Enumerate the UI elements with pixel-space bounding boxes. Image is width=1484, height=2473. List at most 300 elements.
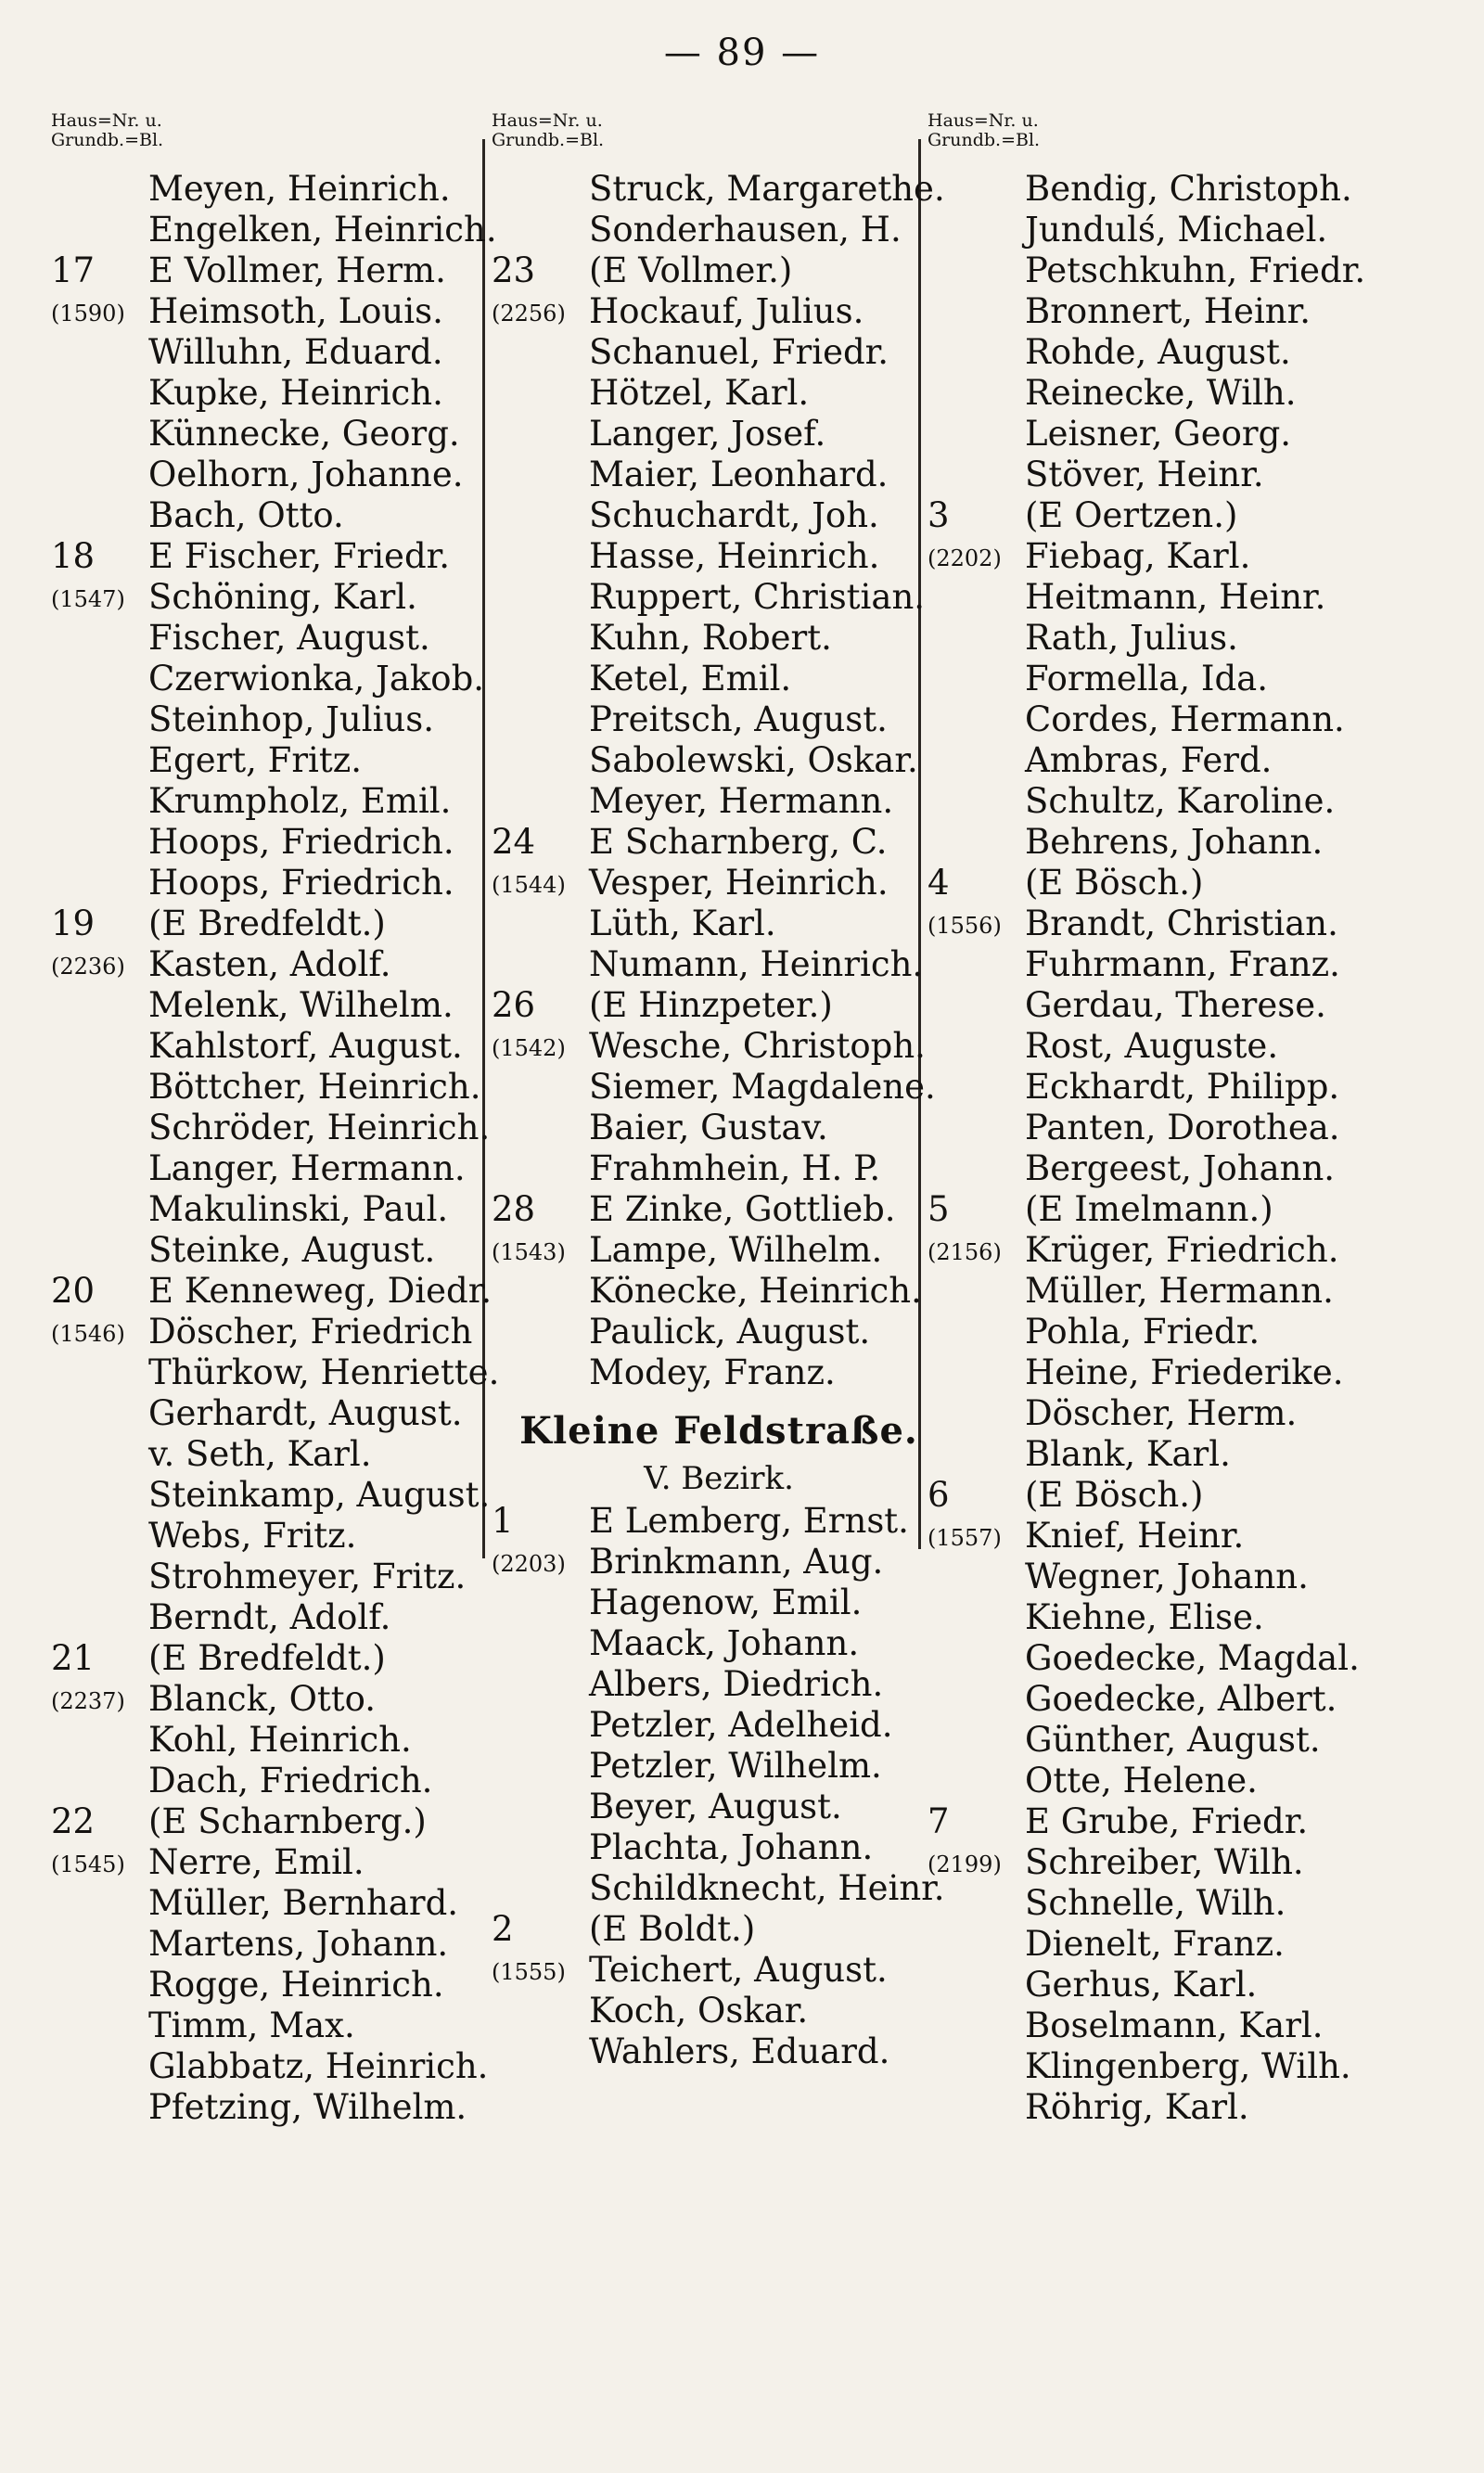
directory-entry <box>928 1312 1447 1352</box>
directory-entry <box>492 618 946 659</box>
directory-entry <box>51 659 533 699</box>
land-register-number: (1544) <box>492 872 566 898</box>
resident-name: Strohmeyer, Fritz. <box>148 1557 467 1596</box>
resident-name: Knief, Heinr. <box>1025 1516 1245 1556</box>
house-number: 6 <box>928 1475 950 1515</box>
directory-entry <box>928 863 1447 903</box>
directory-entry <box>492 1950 946 1991</box>
house-number: 20 <box>51 1271 96 1311</box>
directory-entry <box>928 1475 1447 1516</box>
directory-entry <box>492 1991 946 2031</box>
directory-entry <box>492 291 946 332</box>
resident-name: (E Vollmer.) <box>589 250 793 290</box>
house-number: 28 <box>492 1189 536 1229</box>
resident-name: Lüth, Karl. <box>589 903 776 943</box>
directory-entry <box>928 1679 1447 1720</box>
directory-entry <box>51 577 533 618</box>
resident-name: Hoops, Friedrich. <box>148 863 454 903</box>
entry-list <box>51 169 536 2128</box>
resident-name: Blanck, Otto. <box>148 1679 377 1719</box>
resident-name: Schöning, Karl. <box>148 577 417 617</box>
resident-name: Jundulś, Michael. <box>1025 210 1328 250</box>
resident-name: Paulick, August. <box>589 1312 871 1352</box>
directory-entry <box>928 1924 1447 1965</box>
directory-entry <box>51 1475 533 1516</box>
resident-name: Döscher, Friedrich <box>148 1312 473 1352</box>
directory-entry <box>492 1148 946 1189</box>
directory-entry <box>492 1352 946 1393</box>
directory-entry <box>51 1516 533 1557</box>
resident-name: Leisner, Georg. <box>1025 414 1292 454</box>
land-register-number: (2156) <box>928 1239 1002 1265</box>
directory-entry <box>51 1801 533 1842</box>
resident-name: E Kenneweg, Diedr. <box>148 1271 493 1311</box>
resident-name: Brandt, Christian. <box>1025 903 1338 943</box>
resident-name: Dienelt, Franz. <box>1025 1924 1285 1964</box>
directory-entry <box>51 1842 533 1883</box>
directory-entry <box>51 210 533 250</box>
resident-name: Martens, Johann. <box>148 1924 449 1964</box>
resident-name: Heine, Friederike. <box>1025 1352 1344 1392</box>
resident-name: Hötzel, Karl. <box>589 373 810 413</box>
directory-entry <box>492 1582 946 1623</box>
land-register-number: (1590) <box>51 301 125 327</box>
directory-entry <box>492 169 946 210</box>
directory-entry <box>928 1148 1447 1189</box>
resident-name: Meyen, Heinrich. <box>148 169 451 209</box>
column-header-line: Haus=Nr. u. <box>51 110 162 131</box>
directory-entry <box>928 1393 1447 1434</box>
resident-name: Müller, Hermann. <box>1025 1271 1334 1311</box>
resident-name: E Grube, Friedr. <box>1025 1801 1309 1841</box>
directory-entry <box>51 1965 533 2005</box>
resident-name: Pfetzing, Wilhelm. <box>148 2087 467 2127</box>
directory-entry <box>928 169 1447 210</box>
directory-entry <box>492 250 946 291</box>
directory-entry <box>51 1026 533 1067</box>
resident-name: (E Bösch.) <box>1025 1475 1204 1515</box>
directory-entry <box>492 414 946 455</box>
resident-name: Wahlers, Eduard. <box>589 2031 890 2071</box>
resident-name: Steinhop, Julius. <box>148 699 434 739</box>
directory-entry <box>51 1312 533 1352</box>
directory-entry <box>928 1189 1447 1230</box>
directory-entry <box>928 332 1447 373</box>
directory-entry <box>492 1271 946 1312</box>
house-number: 2 <box>492 1909 514 1949</box>
land-register-number: (1555) <box>492 1959 566 1985</box>
resident-name: Krüger, Friedrich. <box>1025 1230 1339 1270</box>
resident-name: Langer, Josef. <box>589 414 826 454</box>
directory-entry <box>492 1746 946 1787</box>
directory-entry <box>928 1108 1447 1148</box>
house-number: 19 <box>51 903 96 943</box>
house-number: 21 <box>51 1638 96 1678</box>
directory-entry <box>928 1067 1447 1108</box>
resident-name: Siemer, Magdalene. <box>589 1067 936 1107</box>
entry-list <box>928 169 1447 2128</box>
directory-entry <box>492 1868 946 1909</box>
land-register-number: (2203) <box>492 1551 566 1577</box>
directory-entry <box>492 1542 946 1582</box>
directory-entry <box>928 577 1447 618</box>
resident-name: Oelhorn, Johanne. <box>148 455 464 494</box>
resident-name: Fischer, August. <box>148 618 430 658</box>
directory-entry <box>928 1516 1447 1557</box>
directory-entry <box>928 1638 1447 1679</box>
directory-entry <box>928 1842 1447 1883</box>
resident-name: Maack, Johann. <box>589 1623 860 1663</box>
resident-name: E Lemberg, Ernst. <box>589 1501 909 1541</box>
directory-entry <box>928 699 1447 740</box>
directory-entry <box>51 414 533 455</box>
directory-entry <box>51 1761 533 1801</box>
resident-name: Rath, Julius. <box>1025 618 1238 658</box>
directory-entry <box>928 1720 1447 1761</box>
directory-entry <box>928 1230 1447 1271</box>
directory-entry <box>51 903 533 944</box>
resident-name: Plachta, Johann. <box>589 1827 874 1867</box>
house-number: 3 <box>928 495 950 535</box>
directory-entry <box>928 1761 1447 1801</box>
directory-entry <box>51 1189 536 1230</box>
directory-entry <box>51 1271 533 1312</box>
resident-name: Rogge, Heinrich. <box>148 1965 444 2005</box>
column-header <box>51 111 533 169</box>
directory-entry <box>928 618 1447 659</box>
directory-entry <box>51 1393 533 1434</box>
resident-name: Engelken, Heinrich. <box>148 210 497 250</box>
directory-entry <box>492 1827 946 1868</box>
resident-name: Petzler, Wilhelm. <box>589 1746 882 1786</box>
directory-entry <box>51 1557 533 1597</box>
directory-entry <box>51 2046 533 2087</box>
column-header <box>928 111 1447 169</box>
resident-name: Ruppert, Christian. <box>589 577 926 617</box>
directory-entry <box>928 2087 1447 2128</box>
resident-name: Schanuel, Friedr. <box>589 332 889 372</box>
directory-entry <box>51 1883 533 1924</box>
directory-entry <box>492 944 946 985</box>
resident-name: (E Scharnberg.) <box>148 1801 427 1841</box>
directory-entry <box>51 2005 533 2046</box>
directory-entry <box>928 250 1447 291</box>
resident-name: Willuhn, Eduard. <box>148 332 443 372</box>
resident-name: Bendig, Christoph. <box>1025 169 1352 209</box>
directory-entry <box>928 822 1447 863</box>
resident-name: Eckhardt, Philipp. <box>1025 1067 1340 1107</box>
column-2 <box>492 111 946 2072</box>
resident-name: Preitsch, August. <box>589 699 888 739</box>
directory-entry <box>51 863 533 903</box>
resident-name: (E Imelmann.) <box>1025 1189 1273 1229</box>
directory-entry <box>492 822 946 863</box>
directory-entry <box>51 1597 533 1638</box>
resident-name: Berndt, Adolf. <box>148 1597 391 1637</box>
directory-entry <box>928 455 1447 495</box>
directory-entry <box>492 863 946 903</box>
resident-name: Müller, Bernhard. <box>148 1883 459 1923</box>
resident-name: Kuhn, Robert. <box>589 618 832 658</box>
directory-entry <box>51 169 533 210</box>
house-number: 24 <box>492 822 536 862</box>
resident-name: Reinecke, Wilh. <box>1025 373 1297 413</box>
resident-name: Makulinski, Paul. <box>148 1189 449 1229</box>
directory-entry <box>928 2005 1447 2046</box>
directory-entry <box>51 1067 533 1108</box>
resident-name: Kiehne, Elise. <box>1025 1597 1264 1637</box>
entry-list <box>492 169 946 1393</box>
resident-name: Hoops, Friedrich. <box>148 822 454 862</box>
resident-name: Glabbatz, Heinrich. <box>148 2046 489 2086</box>
directory-entry <box>492 536 946 577</box>
directory-entry <box>928 291 1447 332</box>
directory-entry <box>51 2087 533 2128</box>
house-number: 26 <box>492 985 536 1025</box>
land-register-number: (1546) <box>51 1321 125 1347</box>
resident-name: E Fischer, Friedr. <box>148 536 451 576</box>
resident-name: Bronnert, Heinr. <box>1025 291 1311 331</box>
resident-name: Petschkuhn, Friedr. <box>1025 250 1366 290</box>
directory-entry <box>928 1965 1447 2005</box>
land-register-number: (2199) <box>928 1852 1002 1877</box>
directory-entry <box>492 1705 946 1746</box>
resident-name: Boselmann, Karl. <box>1025 2005 1324 2045</box>
resident-name: Heitmann, Heinr. <box>1025 577 1326 617</box>
resident-name: Vesper, Heinrich. <box>589 863 889 903</box>
directory-entry <box>492 577 946 618</box>
resident-name: Formella, Ida. <box>1025 659 1268 698</box>
land-register-number: (1543) <box>492 1239 566 1265</box>
resident-name: Timm, Max. <box>148 2005 355 2045</box>
directory-entry <box>928 495 1447 536</box>
directory-entry <box>928 1271 1447 1312</box>
resident-name: Hockauf, Julius. <box>589 291 864 331</box>
resident-name: Künnecke, Georg. <box>148 414 460 454</box>
directory-entry <box>492 699 946 740</box>
directory-entry <box>51 495 533 536</box>
street-heading: Kleine Feldstraße. <box>519 1409 918 1453</box>
land-register-number: (2237) <box>51 1688 125 1714</box>
directory-entry <box>492 740 946 781</box>
resident-name: Gerdau, Therese. <box>1025 985 1326 1025</box>
column-3 <box>928 111 1447 2128</box>
directory-entry <box>51 373 533 414</box>
directory-entry <box>51 1720 533 1761</box>
resident-name: (E Bösch.) <box>1025 863 1204 903</box>
resident-name: Baier, Gustav. <box>589 1108 828 1147</box>
land-register-number: (1557) <box>928 1525 1002 1551</box>
land-register-number: (2236) <box>51 954 125 980</box>
resident-name: Panten, Dorothea. <box>1025 1108 1340 1147</box>
column-header-line: Haus=Nr. u. <box>928 110 1039 131</box>
resident-name: Sabolewski, Oskar. <box>589 740 918 780</box>
directory-entry <box>928 2046 1447 2087</box>
directory-entry <box>928 944 1447 985</box>
directory-entry <box>492 455 946 495</box>
resident-name: Teichert, August. <box>589 1950 888 1990</box>
resident-name: (E Bredfeldt.) <box>148 903 386 943</box>
resident-name: (E Bredfeldt.) <box>148 1638 386 1678</box>
resident-name: Dach, Friedrich. <box>148 1761 433 1800</box>
resident-name: Kahlstorf, August. <box>148 1026 463 1066</box>
directory-entry <box>51 822 536 863</box>
resident-name: Albers, Diedrich. <box>589 1664 884 1704</box>
column-header <box>492 111 946 169</box>
house-number: 7 <box>928 1801 950 1841</box>
directory-entry <box>492 1026 946 1067</box>
directory-entry <box>51 1924 533 1965</box>
resident-name: Webs, Fritz. <box>148 1516 357 1556</box>
resident-name: Könecke, Heinrich. <box>589 1271 922 1311</box>
resident-name: E Scharnberg, C. <box>589 822 888 862</box>
directory-entry <box>492 1664 946 1705</box>
land-register-number: (1542) <box>492 1035 566 1061</box>
directory-entry <box>928 985 1447 1026</box>
resident-name: Pohla, Friedr. <box>1025 1312 1260 1352</box>
resident-name: (E Hinzpeter.) <box>589 985 833 1025</box>
resident-name: Steinke, August. <box>148 1230 436 1270</box>
resident-name: Schröder, Heinrich. <box>148 1108 491 1147</box>
directory-entry <box>928 210 1447 250</box>
resident-name: Kohl, Heinrich. <box>148 1720 412 1760</box>
resident-name: Hasse, Heinrich. <box>589 536 880 576</box>
resident-name: Modey, Franz. <box>589 1352 836 1392</box>
directory-entry <box>928 781 1447 822</box>
directory-entry <box>51 250 536 291</box>
directory-entry <box>51 332 533 373</box>
column-header-line: Haus=Nr. u. <box>492 110 603 131</box>
land-register-number: (1556) <box>928 913 1002 939</box>
resident-name: Bach, Otto. <box>148 495 344 535</box>
page-number: — 89 — <box>663 32 821 74</box>
resident-name: Goedecke, Magdal. <box>1025 1638 1360 1678</box>
resident-name: Fiebag, Karl. <box>1025 536 1251 576</box>
directory-entry <box>51 781 533 822</box>
directory-entry <box>492 495 946 536</box>
house-number: 1 <box>492 1501 514 1541</box>
resident-name: Schultz, Karoline. <box>1025 781 1336 821</box>
resident-name: Bergeest, Johann. <box>1025 1148 1336 1188</box>
directory-entry <box>492 781 946 822</box>
directory-entry <box>51 699 533 740</box>
column-header-line: Grundb.=Bl. <box>928 130 1041 150</box>
resident-name: Heimsoth, Louis. <box>148 291 443 331</box>
directory-entry <box>928 659 1447 699</box>
directory-entry <box>51 1108 533 1148</box>
resident-name: Meyer, Hermann. <box>589 781 894 821</box>
directory-entry <box>928 1801 1447 1842</box>
resident-name: Petzler, Adelheid. <box>589 1705 893 1745</box>
column-1 <box>51 110 536 2128</box>
resident-name: Thürkow, Henriette. <box>148 1352 500 1392</box>
directory-entry <box>492 1067 946 1108</box>
column-header-line: Grundb.=Bl. <box>51 130 164 150</box>
house-number: 17 <box>51 250 96 290</box>
land-register-number: (2202) <box>928 545 1002 571</box>
resident-name: Maier, Leonhard. <box>589 455 889 494</box>
house-number: 18 <box>51 536 96 576</box>
directory-entry <box>51 1352 533 1393</box>
directory-entry <box>51 455 533 495</box>
directory-entry <box>51 1148 533 1189</box>
resident-name: Fuhrmann, Franz. <box>1025 944 1340 984</box>
resident-name: Klingenberg, Wilh. <box>1025 2046 1351 2086</box>
directory-entry <box>928 414 1447 455</box>
resident-name: Schnelle, Wilh. <box>1025 1883 1286 1923</box>
directory-entry <box>51 618 533 659</box>
column-header-line: Grundb.=Bl. <box>492 130 605 150</box>
resident-name: Stöver, Heinr. <box>1025 455 1264 494</box>
resident-name: Langer, Hermann. <box>148 1148 466 1188</box>
resident-name: Otte, Helene. <box>1025 1761 1258 1800</box>
resident-name: Döscher, Herm. <box>1025 1393 1298 1433</box>
directory-entry <box>492 1909 946 1950</box>
directory-entry <box>492 210 946 250</box>
resident-name: Frahmhein, H. P. <box>589 1148 881 1188</box>
directory-entry <box>928 1026 1447 1067</box>
directory-entry <box>492 332 946 373</box>
resident-name: Czerwionka, Jakob. <box>148 659 485 698</box>
directory-entry <box>492 1108 946 1148</box>
directory-entry <box>928 1883 1447 1924</box>
directory-entry <box>928 1352 1447 1393</box>
resident-name: Schreiber, Wilh. <box>1025 1842 1304 1882</box>
directory-entry <box>51 944 533 985</box>
resident-name: Behrens, Johann. <box>1025 822 1324 862</box>
resident-name: Blank, Karl. <box>1025 1434 1231 1474</box>
resident-name: (E Oertzen.) <box>1025 495 1238 535</box>
resident-name: Egert, Fritz. <box>148 740 362 780</box>
resident-name: Brinkmann, Aug. <box>589 1542 884 1582</box>
resident-name: Ketel, Emil. <box>589 659 792 698</box>
resident-name: Melenk, Wilhelm. <box>148 985 454 1025</box>
resident-name: Böttcher, Heinrich. <box>148 1067 481 1107</box>
resident-name: Kasten, Adolf. <box>148 944 391 984</box>
house-number: 5 <box>928 1189 950 1229</box>
directory-entry <box>492 1501 946 1542</box>
resident-name: v. Seth, Karl. <box>148 1434 372 1474</box>
house-number: 22 <box>51 1801 96 1841</box>
resident-name: Ambras, Ferd. <box>1025 740 1273 780</box>
directory-entry <box>928 536 1447 577</box>
resident-name: Kupke, Heinrich. <box>148 373 443 413</box>
directory-entry <box>492 1787 946 1827</box>
house-number: 4 <box>928 863 950 903</box>
directory-entry <box>492 659 946 699</box>
resident-name: Röhrig, Karl. <box>1025 2087 1249 2127</box>
resident-name: Koch, Oskar. <box>589 1991 809 2031</box>
resident-name: E Zinke, Gottlieb. <box>589 1189 896 1229</box>
directory-entry <box>51 1230 533 1271</box>
directory-entry <box>51 1679 533 1720</box>
resident-name: Gerhus, Karl. <box>1025 1965 1258 2005</box>
resident-name: Rost, Auguste. <box>1025 1026 1279 1066</box>
resident-name: Struck, Margarethe. <box>589 169 945 209</box>
land-register-number: (1547) <box>51 586 125 612</box>
resident-name: Gerhardt, August. <box>148 1393 463 1433</box>
directory-entry <box>928 1434 1447 1475</box>
resident-name: Rohde, August. <box>1025 332 1291 372</box>
resident-name: (E Boldt.) <box>589 1909 756 1949</box>
directory-entry <box>51 536 533 577</box>
entry-list <box>492 1501 946 2072</box>
directory-entry <box>51 291 533 332</box>
house-number: 23 <box>492 250 536 290</box>
directory-entry <box>928 1557 1447 1597</box>
resident-name: Wegner, Johann. <box>1025 1557 1309 1596</box>
resident-name: Steinkamp, August. <box>148 1475 491 1515</box>
